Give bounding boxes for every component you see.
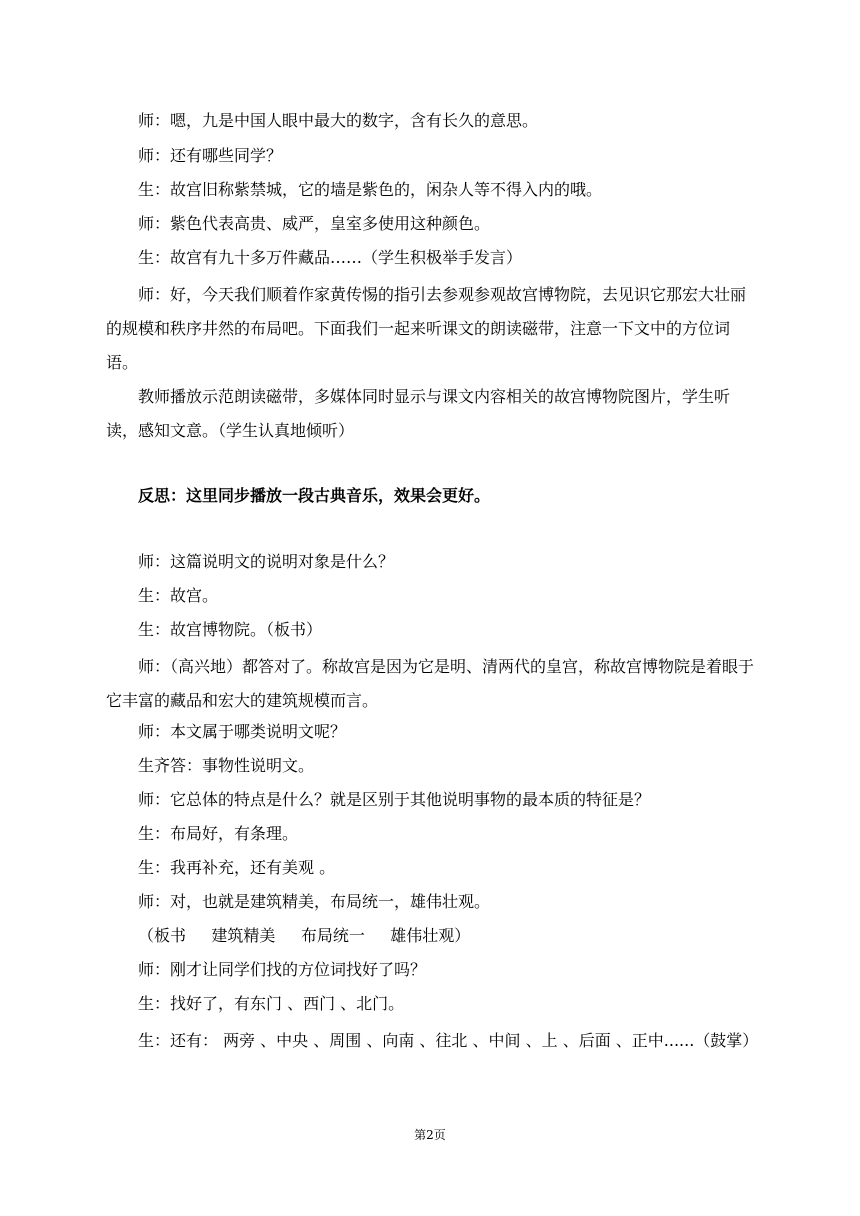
paragraph-12: 师：（高兴地）都答对了。称故宫是因为它是明、清两代的皇宫，称故宫博物院是着眼于它丰富的藏品和宏大的建筑规模而言。 — [106, 657, 755, 710]
paragraph-2: 师：还有哪些同学？ — [138, 146, 283, 165]
paragraph-11: 生：故宫博物院。（板书） — [138, 620, 323, 639]
paragraph-20: 师：刚才让同学们找的方位词找好了吗？ — [138, 960, 427, 979]
reflection-note: 反思：这里同步播放一段古典音乐，效果会更好。 — [138, 486, 491, 505]
paragraph-16: 生：布局好，有条理。 — [138, 824, 299, 843]
paragraph-22: 生：还有： 两旁 、中央 、周围 、向南 、往北 、中间 、上 、后面 、正中......（鼓掌） — [138, 1031, 759, 1050]
paragraph-21: 生：找好了，有东门 、西门 、北门。 — [138, 994, 405, 1013]
page-number: 第2页 — [414, 1128, 446, 1142]
paragraph-7: 教师播放示范朗读磁带，多媒体同时显示与课文内容相关的故宫博物院图片，学生听读，感知文意。（学生认真地倾听） — [106, 387, 731, 440]
paragraph-5: 生：故宫有九十多万件藏品……（学生积极举手发言） — [138, 248, 523, 267]
paragraph-14: 生齐答：事物性说明文。 — [138, 756, 315, 775]
paragraph-10: 生：故宫。 — [138, 586, 219, 605]
paragraph-6: 师：好，今天我们顺着作家黄传惕的指引去参观参观故宫博物院，去见识它那宏大壮丽的规模和秩序井然的布局吧。下面我们一起来听课文的朗读磁带，注意一下文中的方位词语。 — [106, 285, 747, 372]
blackboard-notes: （板书 建筑精美 布局统一 雄伟壮观） — [138, 926, 471, 945]
paragraph-15: 师：它总体的特点是什么？就是区别于其他说明事物的最本质的特征是？ — [138, 790, 651, 809]
paragraph-18: 师：对，也就是建筑精美，布局统一，雄伟壮观。 — [138, 892, 491, 911]
paragraph-13: 师：本文属于哪类说明文呢？ — [138, 722, 347, 741]
paragraph-17: 生：我再补充，还有美观 。 — [138, 858, 336, 877]
paragraph-4: 师：紫色代表高贵、威严，皇室多使用这种颜色。 — [138, 214, 491, 233]
paragraph-1: 师：嗯，九是中国人眼中最大的数字，含有长久的意思。 — [138, 111, 539, 130]
paragraph-9: 师：这篇说明文的说明对象是什么？ — [138, 552, 395, 571]
paragraph-3: 生：故宫旧称紫禁城，它的墙是紫色的，闲杂人等不得入内的哦。 — [138, 180, 603, 199]
